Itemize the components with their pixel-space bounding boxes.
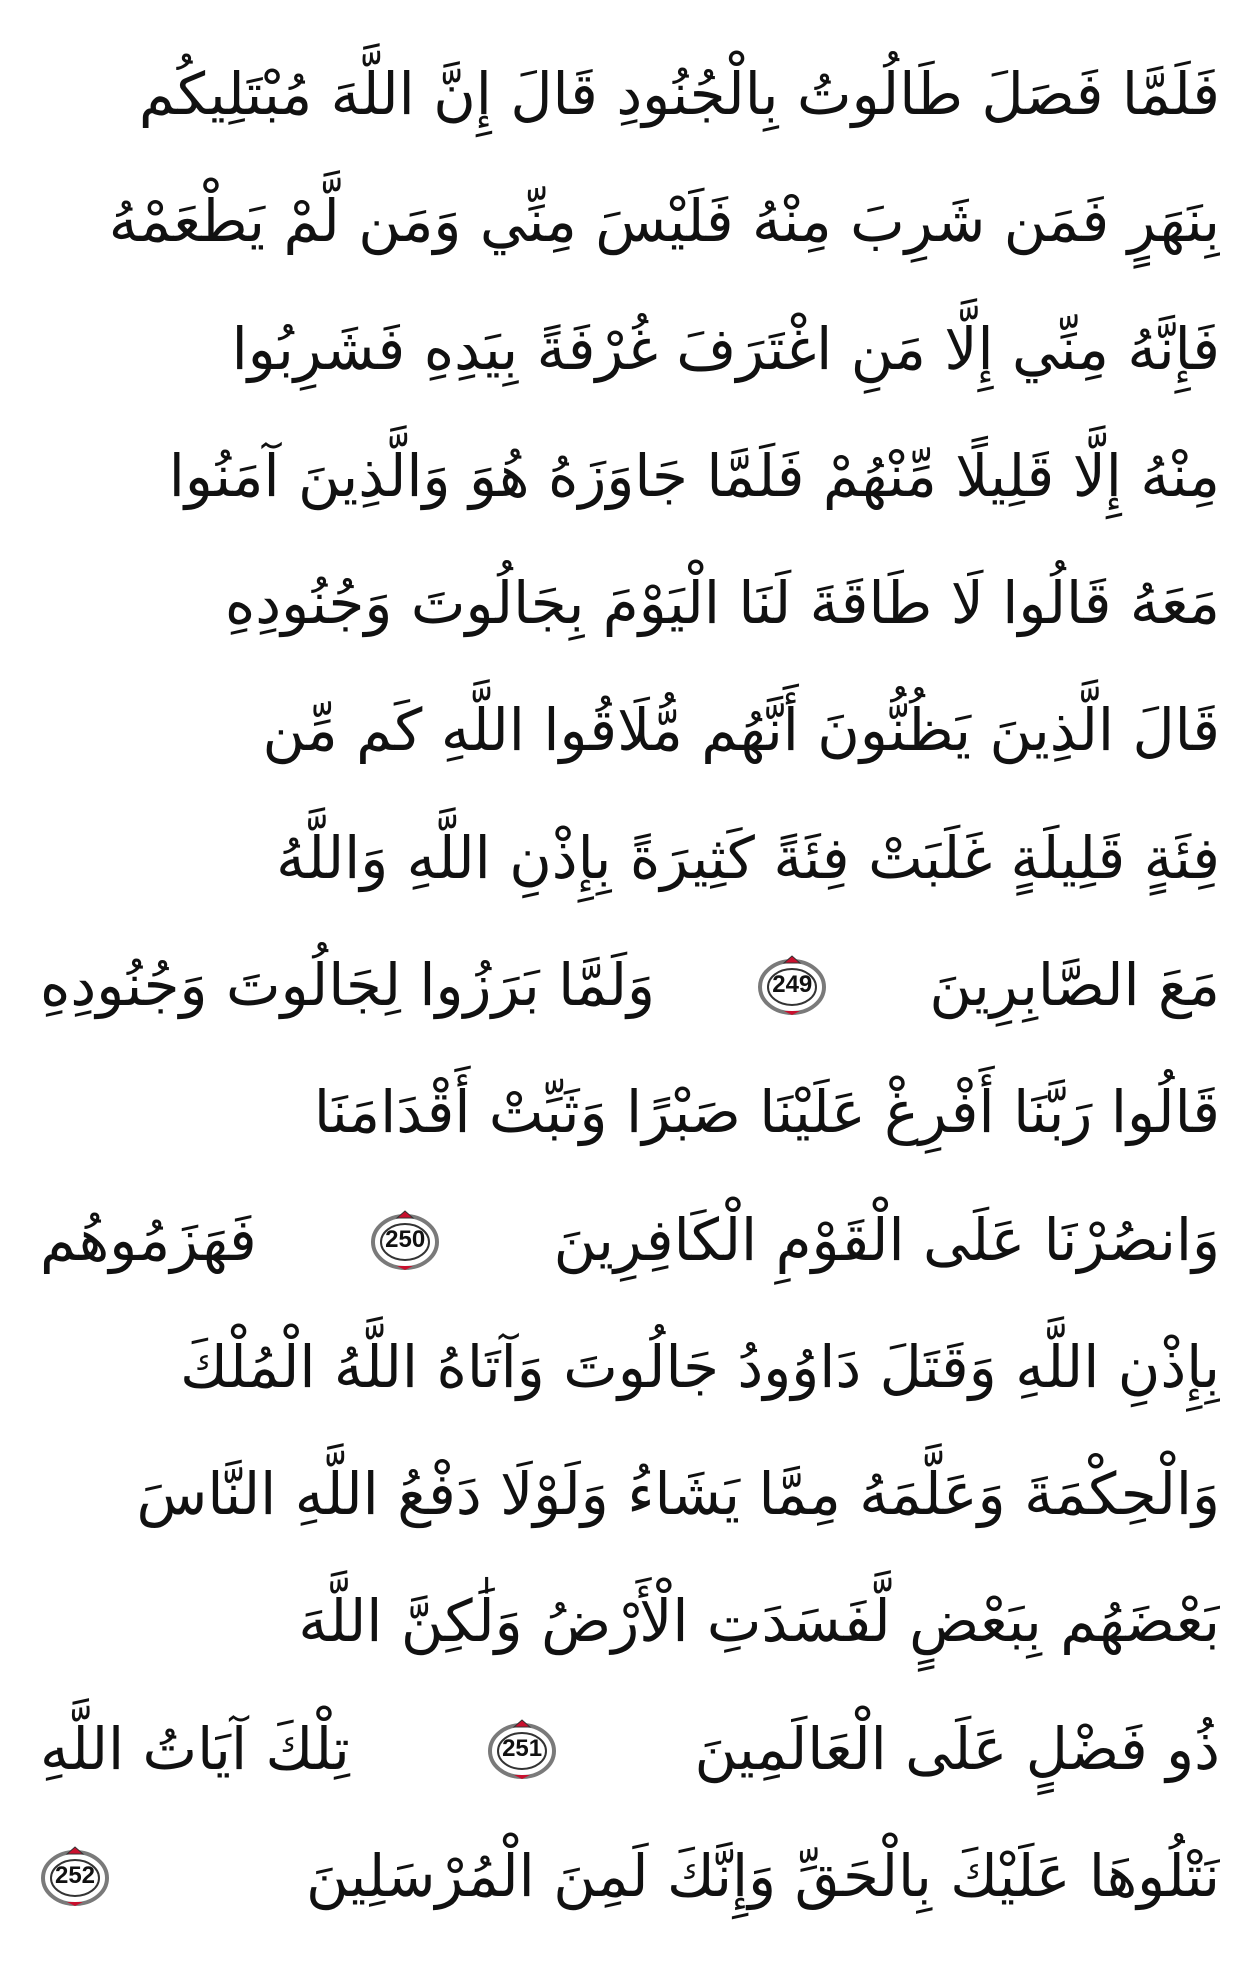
verse-text: بَعْضَهُم بِبَعْضٍ لَّفَسَدَتِ الْأَرْضُ وَلَٰكِنَّ اللَّهَ (298, 1587, 1220, 1656)
verse-text: فَلَمَّا فَصَلَ طَالُوتُ بِالْجُنُودِ قَالَ إِنَّ اللَّهَ مُبْتَلِيكُم (138, 60, 1220, 128)
quran-line (40, 1440, 1220, 1548)
mushaf-page (40, 40, 1220, 1930)
verse-text: وَانصُرْنَا عَلَى الْقَوْمِ الْكَافِرِينَ (553, 1205, 1220, 1274)
ayah-number: 252 (54, 1861, 96, 1889)
ayah-number-marker (370, 1209, 440, 1271)
quran-line (40, 40, 1220, 148)
verse-text: مِنْهُ إِلَّا قَلِيلًا مِّنْهُمْ فَلَمَّا جَاوَزَهُ هُوَ وَالَّذِينَ آمَنُوا (168, 441, 1220, 510)
ayah-number: 250 (385, 1225, 426, 1253)
ayah-number-marker (757, 954, 827, 1016)
verse-text: بِنَهَرٍ فَمَن شَرِبَ مِنْهُ فَلَيْسَ مِنِّي وَمَن لَّمْ يَطْعَمْهُ (108, 187, 1220, 256)
quran-line (40, 1058, 1220, 1166)
ayah-number-marker (487, 1718, 557, 1780)
quran-line (40, 1695, 1220, 1803)
verse-text: فِئَةٍ قَلِيلَةٍ غَلَبَتْ فِئَةً كَثِيرَةً بِإِذْنِ اللَّهِ وَاللَّهُ (276, 823, 1220, 892)
verse-text: فَهَزَمُوهُم (40, 1205, 257, 1274)
verse-text: قَالُوا رَبَّنَا أَفْرِغْ عَلَيْنَا صَبْرًا وَثَبِّتْ أَقْدَامَنَا (313, 1078, 1220, 1147)
ayah-number-marker (40, 1845, 110, 1907)
quran-line (40, 1822, 1220, 1930)
verse-text: فَإِنَّهُ مِنِّي إِلَّا مَنِ اغْتَرَفَ غُرْفَةً بِيَدِهِ فَشَرِبُوا (231, 314, 1220, 383)
quran-line (40, 422, 1220, 530)
quran-line (40, 1567, 1220, 1675)
ayah-number: 251 (502, 1734, 543, 1762)
verse-text: نَتْلُوهَا عَلَيْكَ بِالْحَقِّ وَإِنَّكَ لَمِنَ الْمُرْسَلِينَ (305, 1841, 1220, 1910)
verse-text: مَعَهُ قَالُوا لَا طَاقَةَ لَنَا الْيَوْمَ بِجَالُوتَ وَجُنُودِهِ (224, 569, 1220, 638)
verse-text: وَلَمَّا بَرَزُوا لِجَالُوتَ وَجُنُودِهِ (40, 950, 656, 1019)
quran-line (40, 167, 1220, 275)
verse-text: تِلْكَ آيَاتُ اللَّهِ (40, 1714, 350, 1783)
verse-text: ذُو فَضْلٍ عَلَى الْعَالَمِينَ (694, 1714, 1220, 1783)
verse-text: بِإِذْنِ اللَّهِ وَقَتَلَ دَاوُودُ جَالُوتَ وَآتَاهُ اللَّهُ الْمُلْكَ (180, 1332, 1220, 1401)
ayah-number: 249 (772, 970, 813, 998)
quran-line (40, 549, 1220, 657)
quran-line (40, 295, 1220, 403)
verse-text: وَالْحِكْمَةَ وَعَلَّمَهُ مِمَّا يَشَاءُ وَلَوْلَا دَفْعُ اللَّهِ النَّاسَ (136, 1460, 1220, 1529)
quran-line (40, 804, 1220, 912)
verse-text: مَعَ الصَّابِرِينَ (929, 950, 1220, 1019)
verse-text: قَالَ الَّذِينَ يَظُنُّونَ أَنَّهُم مُّلَاقُوا اللَّهِ كَم مِّن (262, 696, 1220, 765)
quran-line (40, 1313, 1220, 1421)
quran-line (40, 676, 1220, 784)
quran-line (40, 931, 1220, 1039)
quran-line (40, 1186, 1220, 1294)
